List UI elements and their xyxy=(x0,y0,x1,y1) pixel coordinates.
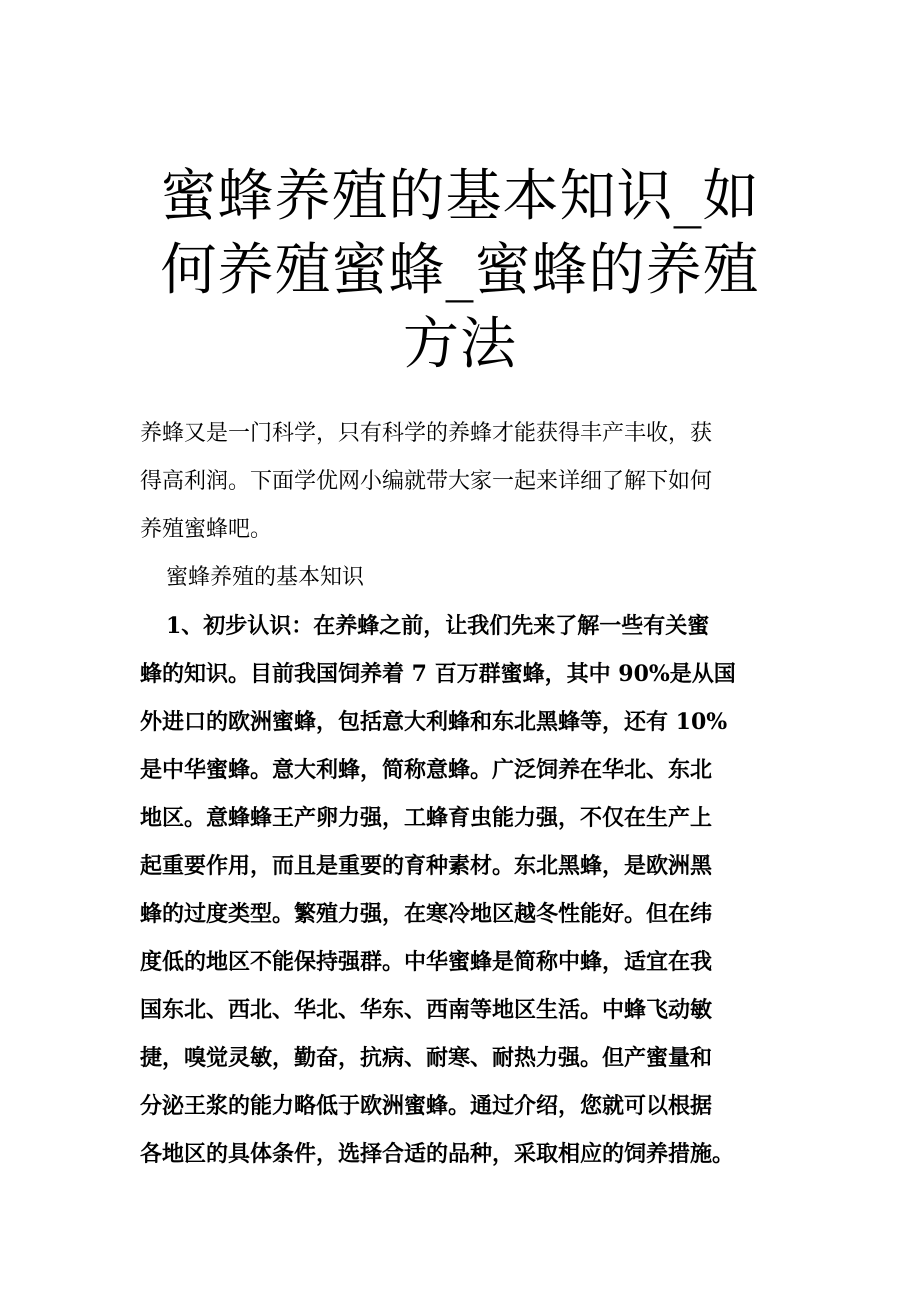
section1-line: 起重要作用，而且是重要的育种素材。东北黑蜂，是欧洲黑 xyxy=(140,853,713,879)
title-line-3: 方法 xyxy=(403,312,517,377)
section1-line: 各地区的具体条件，选择合适的品种，采取相应的饲养措施。 xyxy=(140,1141,735,1167)
section1-paragraph xyxy=(140,602,780,1178)
section1-line: 蜂的知识。目前我国饲养着 7 百万群蜜蜂，其中 90%是从国 xyxy=(140,661,736,687)
intro-paragraph xyxy=(140,410,780,554)
document-title xyxy=(140,160,780,382)
section1-line: 蜂的过度类型。繁殖力强，在寒冷地区越冬性能好。但在纬 xyxy=(140,901,713,927)
section1-line: 外进口的欧洲蜜蜂，包括意大利蜂和东北黑蜂等，还有 10% xyxy=(140,709,728,735)
title-line-1: 蜜蜂养殖的基本知识_如 xyxy=(160,164,760,229)
document-body xyxy=(140,410,780,1178)
section1-line: 分泌王浆的能力略低于欧洲蜜蜂。通过介绍，您就可以根据 xyxy=(140,1093,713,1119)
section1-line: 地区。意蜂蜂王产卵力强，工蜂育虫能力强，不仅在生产上 xyxy=(140,805,713,831)
section1-line: 是中华蜜蜂。意大利蜂，简称意蜂。广泛饲养在华北、东北 xyxy=(140,757,713,783)
title-line-2: 何养殖蜜蜂_蜜蜂的养殖 xyxy=(160,238,760,303)
intro-line: 养蜂又是一门科学，只有科学的养蜂才能获得丰产丰收，获 xyxy=(140,421,713,446)
section1-line: 捷，嗅觉灵敏，勤奋，抗病、耐寒、耐热力强。但产蜜量和 xyxy=(140,1045,713,1071)
section1-line: 国东北、西北、华北、华东、西南等地区生活。中蜂飞动敏 xyxy=(140,997,713,1023)
section1-line: 1、初步认识：在养蜂之前，让我们先来了解一些有关蜜 xyxy=(166,613,710,639)
section1-line: 度低的地区不能保持强群。中华蜜蜂是简称中蜂，适宜在我 xyxy=(140,949,713,975)
intro-line: 养殖蜜蜂吧。 xyxy=(140,517,273,542)
section-heading: 蜜蜂养殖的基本知识 xyxy=(166,565,365,590)
intro-line: 得高利润。下面学优网小编就带大家一起来详细了解下如何 xyxy=(140,469,713,494)
